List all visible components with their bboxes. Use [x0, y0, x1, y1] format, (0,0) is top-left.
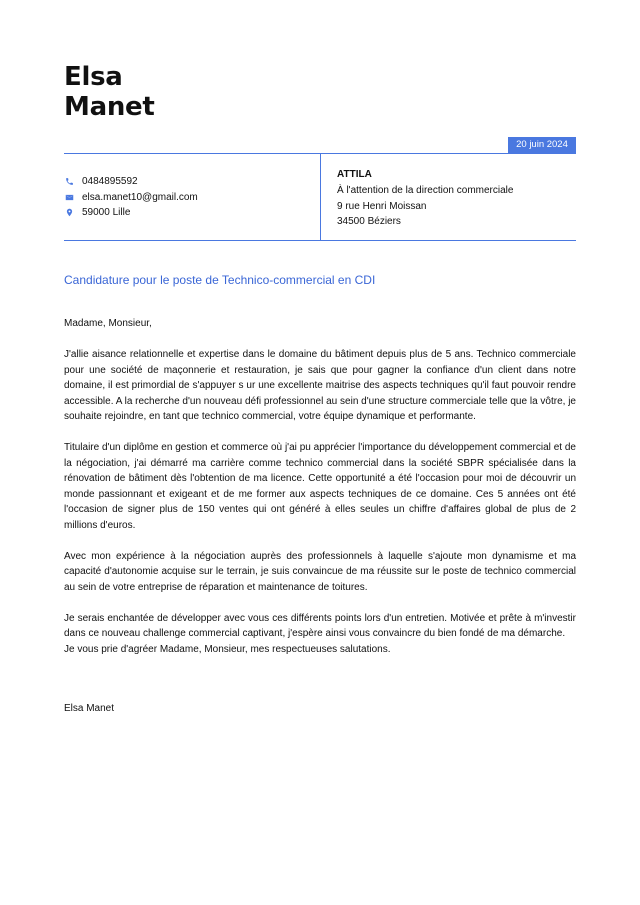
sender-name [64, 62, 155, 122]
recipient-street: 9 rue Henri Moissan [337, 200, 427, 212]
recipient-city: 34500 Béziers [337, 216, 401, 228]
letter-paragraph: J'allie aisance relationnelle et expertise dans le domaine du bâtiment depuis plus de 5 ans. Technico commerciale pour une société de maçonnerie et restauration, je sais que pour gagner la confiance d'un client dans notre domaine, il est primordial de s'appuyer s ur une excellente maitrise des aspects techniques qu'il faut pouvoir rendre accessible. A la recherche d'un nouveau défi professionnel au sein d'une structure commerciale telle que la vôtre, je souhaite rejoindre, en tant que technico commercial, votre équipe dynamique et performante. [64, 349, 576, 422]
letter-body [64, 316, 576, 673]
header-vertical-divider [320, 153, 321, 240]
letter-paragraph: Avec mon expérience à la négociation auprès des professionnels à laquelle s'ajoute mon dynamisme et ma capacité d'autonomie acquise sur le terrain, je suis convaincue de ma réussite sur le poste de technico commercial au sein de votre entreprise de réparation et maintenance de toitures. [64, 550, 576, 593]
location-pin-icon [64, 208, 74, 218]
contact-phone-text: 0484895592 [82, 176, 138, 187]
letter-subject: Candidature pour le poste de Technico-commercial en CDI [64, 273, 376, 287]
sender-last-name: Manet [64, 92, 155, 122]
letter-paragraph: Titulaire d'un diplôme en gestion et commerce où j'ai pu apprécier l'importance du développement commercial et de la négociation, j'ai démarré ma carrière comme technico commercial dans la société SBPR spécialisée dans la rénovation de bâtiment dès l'obtention de ma licence. Cette opportunité a été l'occasion pour moi de découvrir un monde passionnant et exigeant et de me former aux aspects techniques de ce domaine. Ces 5 années ont été l'occasion de signer plus de 150 ventes qui ont généré à elles seules un chiffre d'affaires global de plus de 2 millions d'euros. [64, 442, 576, 531]
recipient-company: ATTILA [337, 169, 372, 180]
letter-paragraph: Je serais enchantée de développer avec vous ces différents points lors d'un entretien. Motivée et prête à m'investir dans ce nouveau challenge commercial captivant, j'espère ainsi vous convaincre du bien fondé de ma démarche. [64, 612, 576, 639]
letter-signature: Elsa Manet [64, 703, 115, 714]
letter-closing: Je vous prie d'agréer Madame, Monsieur, mes respectueuses salutations. [64, 643, 391, 655]
recipient-block [337, 167, 513, 230]
contact-email-text: elsa.manet10@gmail.com [82, 191, 198, 203]
contact-phone [64, 174, 198, 189]
contact-email [64, 190, 198, 205]
letter-salutation: Madame, Monsieur, [64, 318, 152, 329]
phone-icon [64, 177, 74, 187]
header-bottom-divider [64, 240, 576, 241]
sender-first-name: Elsa [64, 62, 123, 92]
recipient-attention: À l'attention de la direction commerciale [337, 184, 514, 196]
envelope-icon [64, 192, 74, 202]
date-badge: 20 juin 2024 [508, 137, 576, 153]
sender-contact-block [64, 174, 198, 221]
contact-address [64, 205, 198, 220]
contact-address-text: 59000 Lille [82, 207, 131, 218]
